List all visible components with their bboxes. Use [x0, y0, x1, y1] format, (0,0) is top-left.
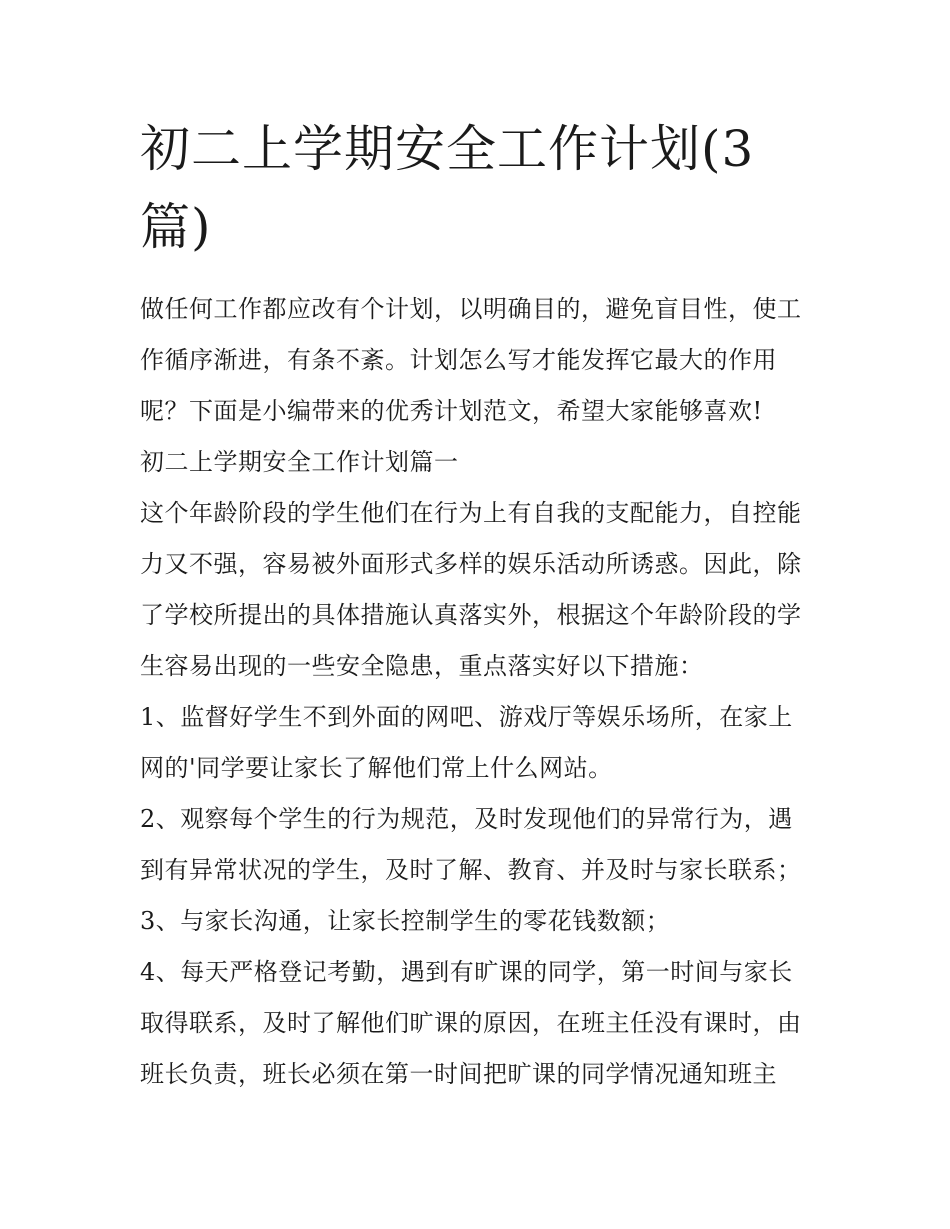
- text-line: 班长负责，班长必须在第一时间把旷课的同学情况通知班主: [140, 1060, 777, 1088]
- section-intro-paragraph: [140, 488, 820, 692]
- document-page: [140, 110, 820, 1100]
- section-heading: [140, 437, 820, 488]
- text-line: 做任何工作都应改有个计划，以明确目的，避免盲目性，使工: [140, 295, 802, 323]
- text-line: 取得联系，及时了解他们旷课的原因，在班主任没有课时，由: [140, 1009, 802, 1037]
- list-item-1: [140, 692, 820, 794]
- text-line: 了学校所提出的具体措施认真落实外，根据这个年龄阶段的学: [140, 601, 802, 629]
- list-item-3: [140, 896, 820, 947]
- text-line: 4、每天严格登记考勤，遇到有旷课的同学，第一时间与家长: [140, 958, 793, 986]
- intro-paragraph: [140, 284, 820, 437]
- text-line: 网的'同学要让家长了解他们常上什么网站。: [140, 754, 613, 782]
- text-line: 1、监督好学生不到外面的网吧、游戏厅等娱乐场所，在家上: [140, 703, 793, 731]
- section-heading-text: 初二上学期安全工作计划篇一: [140, 448, 459, 476]
- document-title: [140, 110, 820, 266]
- text-line: 这个年龄阶段的学生他们在行为上有自我的支配能力，自控能: [140, 499, 802, 527]
- list-item-4: [140, 947, 820, 1100]
- text-line: 到有异常状况的学生，及时了解、教育、并及时与家长联系；: [140, 856, 802, 884]
- title-line: 初二上学期安全工作计划(3: [140, 120, 755, 178]
- text-line: 3、与家长沟通，让家长控制学生的零花钱数额；: [140, 907, 671, 935]
- text-line: 生容易出现的一些安全隐患，重点落实好以下措施：: [140, 652, 704, 680]
- text-line: 力又不强，容易被外面形式多样的娱乐活动所诱惑。因此，除: [140, 550, 802, 578]
- title-line: 篇): [140, 198, 212, 256]
- text-line: 作循序渐进，有条不紊。计划怎么写才能发挥它最大的作用: [140, 346, 777, 374]
- text-line: 2、观察每个学生的行为规范，及时发现他们的异常行为，遇: [140, 805, 793, 833]
- list-item-2: [140, 794, 820, 896]
- text-line: 呢？下面是小编带来的优秀计划范文，希望大家能够喜欢!: [140, 397, 763, 425]
